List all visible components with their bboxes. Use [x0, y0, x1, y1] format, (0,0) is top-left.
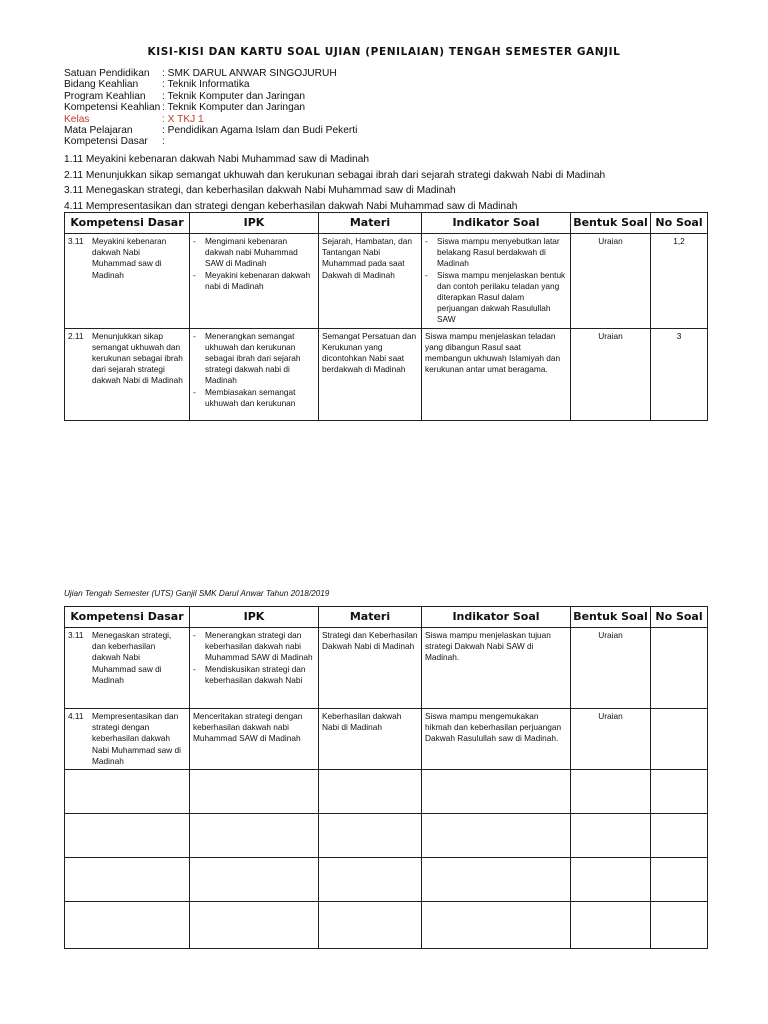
table-row	[65, 709, 708, 770]
bentuk-soal-cell: Uraian	[571, 234, 651, 329]
no-soal-cell: 3	[651, 328, 708, 420]
meta-row	[64, 79, 357, 90]
empty-row	[65, 814, 708, 858]
ipk-item: Mengimani kebenaran dakwah nabi Muhammad SAW di Madinah	[205, 236, 298, 269]
indikator-cell: - Siswa mampu menyebutkan latar belakang Rasul berdakwah di Madinah - Siswa mampu menjelaskan bentuk dan contoh perilaku teladan yang diterapkan Rasul dalam perjuangan dakwah Rasulullah SAW	[422, 234, 571, 329]
ipk-item: Menerangkan semangat ukhuwah dan kerukunan sebagai ibrah dari sejarah strategi dakwah nabi di Madinah	[205, 330, 301, 386]
kd-number: 3.11	[68, 236, 84, 246]
empty-row	[65, 770, 708, 814]
kd-item: 4.11 Mempresentasikan dan strategi dengan keberhasilan dakwah Nabi Muhammad saw di Madinah	[64, 200, 518, 212]
indikator-cell: Siswa mampu menjelaskan teladan yang dibangun Rasul saat membangun ukhuwah Islamiyah dan kerukunan antar umat beragama.	[422, 328, 571, 420]
bentuk-soal-cell: Uraian	[571, 328, 651, 420]
header-bentuk-soal: Bentuk Soal	[571, 213, 651, 234]
kisi-kisi-table-2	[64, 606, 708, 949]
kd-cell	[65, 234, 190, 329]
materi-cell: Keberhasilan dakwah Nabi di Madinah	[319, 709, 422, 770]
table-row	[65, 234, 708, 329]
kd-cell	[65, 709, 190, 770]
kd-text: Menunjukkan sikap semangat ukhuwah dan kerukunan sebagai ibrah dari sejarah strategi dakwah Nabi di Madinah	[92, 330, 183, 386]
ipk-item: Meyakini kebenaran dakwah nabi di Madinah	[205, 269, 311, 291]
kd-item: 2.11 Menunjukkan sikap semangat ukhuwah dan kerukunan sebagai ibrah dari sejarah strategi dakwah Nabi di Madinah	[64, 169, 606, 181]
header-ipk: IPK	[190, 607, 319, 628]
kd-number: 4.11	[68, 711, 84, 721]
ipk-item: Membiasakan semangat ukhuwah dan kerukunan	[205, 386, 296, 408]
materi-cell: Semangat Persatuan dan Kerukunan yang dicontohkan Nabi saat berdakwah di Madinah	[319, 328, 422, 420]
document-title: KISI-KISI DAN KARTU SOAL UJIAN (PENILAIAN) TENGAH SEMESTER GANJIL	[147, 46, 621, 58]
kisi-kisi-table-1	[64, 212, 708, 421]
kd-cell	[65, 628, 190, 709]
meta-row	[64, 125, 357, 136]
meta-row-kelas	[64, 114, 357, 125]
meta-value: : X TKJ 1	[162, 113, 204, 125]
kd-item: 1.11 Meyakini kebenaran dakwah Nabi Muhammad saw di Madinah	[64, 154, 370, 165]
meta-label: Mata Pelajaran	[64, 125, 133, 137]
meta-value: : SMK DARUL ANWAR SINGOJURUH	[162, 68, 337, 79]
indikator-item: Siswa mampu menjelaskan bentuk dan contoh perilaku teladan yang diterapkan Rasul dalam perjuangan dakwah Rasulullah SAW	[437, 269, 566, 325]
page-footer: Ujian Tengah Semester (UTS) Ganjil SMK Darul Anwar Tahun 2018/2019	[64, 589, 330, 598]
meta-row	[64, 91, 357, 102]
meta-label: Program Keahlian	[64, 90, 146, 102]
header-kompetensi-dasar: Kompetensi Dasar	[65, 607, 190, 628]
table-header-row	[65, 607, 708, 628]
no-soal-cell: 1,2	[651, 234, 708, 329]
indikator-item: Siswa mampu menyebutkan latar belakang Rasul berdakwah di Madinah	[437, 236, 560, 269]
meta-label: Satuan Pendidikan	[64, 68, 150, 79]
ipk-cell: - Menerangkan semangat ukhuwah dan kerukunan sebagai ibrah dari sejarah strategi dakwah nabi di Madinah - Membiasakan semangat ukhuwah dan kerukunan	[190, 328, 319, 420]
kd-text: Menegaskan strategi, dan keberhasilan dakwah Nabi Muhammad saw di Madinah	[92, 630, 172, 685]
meta-label: Kelas	[64, 113, 90, 125]
meta-value: : Pendidikan Agama Islam dan Budi Pekerti	[162, 125, 358, 137]
no-soal-cell	[651, 709, 708, 770]
bentuk-soal-cell: Uraian	[571, 628, 651, 709]
header-no-soal: No Soal	[651, 213, 708, 234]
table-row	[65, 628, 708, 709]
meta-value: : Teknik Komputer dan Jaringan	[162, 102, 306, 114]
empty-row	[65, 858, 708, 902]
table-header-row	[65, 213, 708, 234]
meta-value: : Teknik Komputer dan Jaringan	[162, 90, 306, 102]
bentuk-soal-cell: Uraian	[571, 709, 651, 770]
header-indikator-soal: Indikator Soal	[422, 607, 571, 628]
kd-cell	[65, 328, 190, 420]
kd-number: 2.11	[68, 330, 84, 341]
kompetensi-dasar-list	[64, 154, 605, 216]
header-ipk: IPK	[190, 213, 319, 234]
header-materi: Materi	[319, 213, 422, 234]
no-soal-cell	[651, 628, 708, 709]
table-row	[65, 328, 708, 420]
kd-number: 3.11	[68, 630, 84, 640]
ipk-cell: - Menerangkan strategi dan keberhasilan dakwah nabi Muhammad SAW di Madinah - Mendiskusikan strategi dan keberhasilan dakwah Nabi	[190, 628, 319, 709]
header-indikator-soal: Indikator Soal	[422, 213, 571, 234]
materi-cell: Strategi dan Keberhasilan Dakwah Nabi di Madinah	[319, 628, 422, 709]
ipk-item: Menerangkan strategi dan keberhasilan dakwah nabi Muhammad SAW di Madinah	[205, 630, 313, 663]
meta-row	[64, 68, 357, 79]
materi-cell: Sejarah, Hambatan, dan Tantangan Nabi Muhammad pada saat Dakwah di Madinah	[319, 234, 422, 329]
kd-item: 3.11 Menegaskan strategi, dan keberhasilan dakwah Nabi Muhammad saw di Madinah	[64, 185, 456, 196]
indikator-cell: Siswa mampu menjelaskan tujuan strategi Dakwah Nabi SAW di Madinah.	[422, 628, 571, 709]
empty-row	[65, 902, 708, 949]
meta-label: Kompetensi Dasar	[64, 136, 148, 148]
meta-label: Kompetensi Keahlian	[64, 102, 161, 114]
meta-value: : Teknik Informatika	[162, 79, 250, 91]
meta-row	[64, 102, 357, 113]
meta-value: :	[162, 136, 165, 148]
ipk-item: Mendiskusikan strategi dan keberhasilan dakwah Nabi	[205, 663, 306, 685]
identity-block	[64, 68, 357, 148]
ipk-cell: - Mengimani kebenaran dakwah nabi Muhammad SAW di Madinah - Meyakini kebenaran dakwah nabi di Madinah	[190, 234, 319, 329]
kd-text: Meyakini kebenaran dakwah Nabi Muhammad saw di Madinah	[92, 236, 167, 280]
meta-row	[64, 136, 357, 147]
meta-label: Bidang Keahlian	[64, 79, 139, 91]
indikator-cell: Siswa mampu mengemukakan hikmah dan keberhasilan perjuangan Dakwah Rasulullah saw di Madinah.	[422, 709, 571, 770]
header-no-soal: No Soal	[651, 607, 708, 628]
header-kompetensi-dasar: Kompetensi Dasar	[65, 213, 190, 234]
ipk-cell: Menceritakan strategi dengan keberhasilan dakwah nabi Muhammad SAW di Madinah	[190, 709, 319, 770]
header-bentuk-soal: Bentuk Soal	[571, 607, 651, 628]
header-materi: Materi	[319, 607, 422, 628]
kd-text: Mempresentasikan dan strategi dengan keberhasilan dakwah Nabi Muhammad saw di Madinah	[92, 711, 181, 766]
